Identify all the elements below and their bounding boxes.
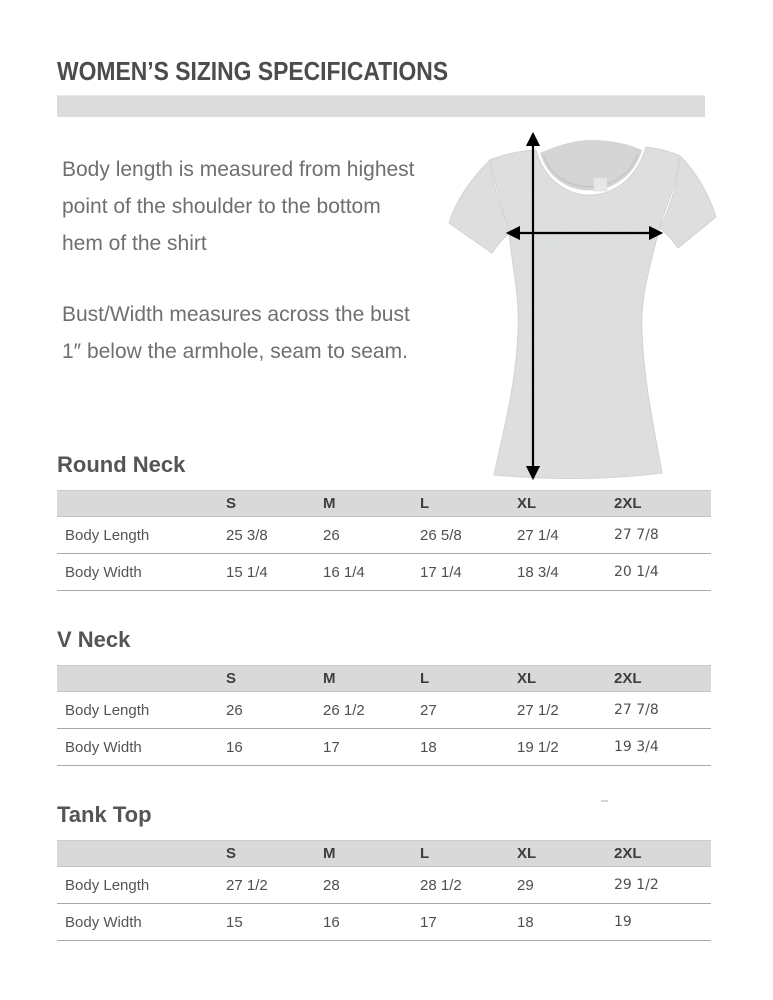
- row-label-header: [57, 491, 226, 517]
- size-column-header: L: [420, 670, 430, 687]
- table-row: [57, 692, 711, 729]
- row-label-header: [57, 666, 226, 692]
- tshirt-measurement-illustration: [428, 126, 773, 495]
- size-value: 27 1/2: [517, 701, 559, 719]
- description-line: Bust/Width measures across the bust: [62, 303, 410, 326]
- row-label: Body Width: [65, 913, 142, 931]
- size-value: 16 1/4: [323, 563, 365, 581]
- table-row: [57, 729, 711, 766]
- size-value: 26: [226, 701, 243, 719]
- size-value: 26 1/2: [323, 701, 365, 719]
- size-column-header: S: [226, 495, 237, 512]
- size-value: 27 7/8: [614, 527, 659, 543]
- size-column-header: XL: [517, 845, 537, 862]
- table-row: [57, 517, 711, 554]
- row-label-header: [57, 841, 226, 867]
- section-tank-top: [57, 802, 705, 941]
- table-row: [57, 867, 711, 904]
- section-title-tank-top: Tank Top: [57, 802, 152, 827]
- table-header-row: [57, 841, 711, 867]
- size-column-header: 2XL: [614, 495, 642, 512]
- size-value: 18: [517, 913, 534, 931]
- size-column-header: M: [323, 495, 336, 512]
- title-underline-bar: [57, 95, 705, 117]
- heather-texture: [449, 140, 716, 479]
- size-value: 18 3/4: [517, 563, 559, 581]
- size-table-round-neck: [57, 490, 711, 591]
- size-column-header: S: [226, 845, 237, 862]
- size-value: 27: [420, 701, 437, 719]
- size-value: 20 1/4: [614, 564, 659, 580]
- table-header-row: [57, 666, 711, 692]
- size-value: 26: [323, 526, 340, 544]
- section-title-round-neck: Round Neck: [57, 452, 186, 477]
- row-label: Body Length: [65, 876, 150, 894]
- size-value: 19 1/2: [517, 738, 559, 756]
- size-value: 17: [420, 913, 437, 931]
- sizing-tables: [57, 452, 705, 977]
- section-v-neck: [57, 627, 705, 766]
- table-header-row: [57, 491, 711, 517]
- size-value: 27 1/2: [226, 876, 268, 894]
- size-column-header: L: [420, 845, 430, 862]
- table-row: [57, 904, 711, 941]
- size-value: 17: [323, 738, 340, 756]
- size-value: 27 1/4: [517, 526, 559, 544]
- size-value: 17 1/4: [420, 563, 462, 581]
- size-column-header: XL: [517, 670, 537, 687]
- description-line: 1″ below the armhole, seam to seam.: [62, 340, 408, 363]
- size-value: 25 3/8: [226, 526, 268, 544]
- scan-artifact-speck: [601, 800, 608, 802]
- size-column-header: XL: [517, 495, 537, 512]
- size-value: 26 5/8: [420, 526, 462, 544]
- description-line: hem of the shirt: [62, 232, 207, 255]
- page-title: WOMEN’S SIZING SPECIFICATIONS: [57, 56, 449, 86]
- size-column-header: 2XL: [614, 845, 642, 862]
- size-column-header: M: [323, 845, 336, 862]
- size-value: 16: [323, 913, 340, 931]
- row-label: Body Width: [65, 738, 142, 756]
- size-value: 29 1/2: [614, 877, 659, 893]
- size-value: 18: [420, 738, 437, 756]
- size-value: 28 1/2: [420, 876, 462, 894]
- section-title-v-neck: V Neck: [57, 627, 131, 652]
- size-value: 16: [226, 738, 243, 756]
- size-column-header: M: [323, 670, 336, 687]
- size-value: 29: [517, 876, 534, 894]
- size-table-v-neck: [57, 665, 711, 766]
- size-value: 19: [614, 914, 632, 930]
- size-value: 27 7/8: [614, 702, 659, 718]
- description-line: point of the shoulder to the bottom: [62, 195, 381, 218]
- size-table-tank-top: [57, 840, 711, 941]
- body-length-description: [62, 151, 436, 263]
- row-label: Body Length: [65, 701, 150, 719]
- size-value: 15: [226, 913, 243, 931]
- tshirt-illustration-svg: [428, 126, 773, 495]
- size-value: 15 1/4: [226, 563, 268, 581]
- section-round-neck: [57, 452, 705, 591]
- description-line: Body length is measured from highest: [62, 158, 415, 181]
- row-label: Body Width: [65, 563, 142, 581]
- size-column-header: L: [420, 495, 430, 512]
- row-label: Body Length: [65, 526, 150, 544]
- size-value: 19 3/4: [614, 739, 659, 755]
- size-column-header: S: [226, 670, 237, 687]
- size-column-header: 2XL: [614, 670, 642, 687]
- table-row: [57, 554, 711, 591]
- size-value: 28: [323, 876, 340, 894]
